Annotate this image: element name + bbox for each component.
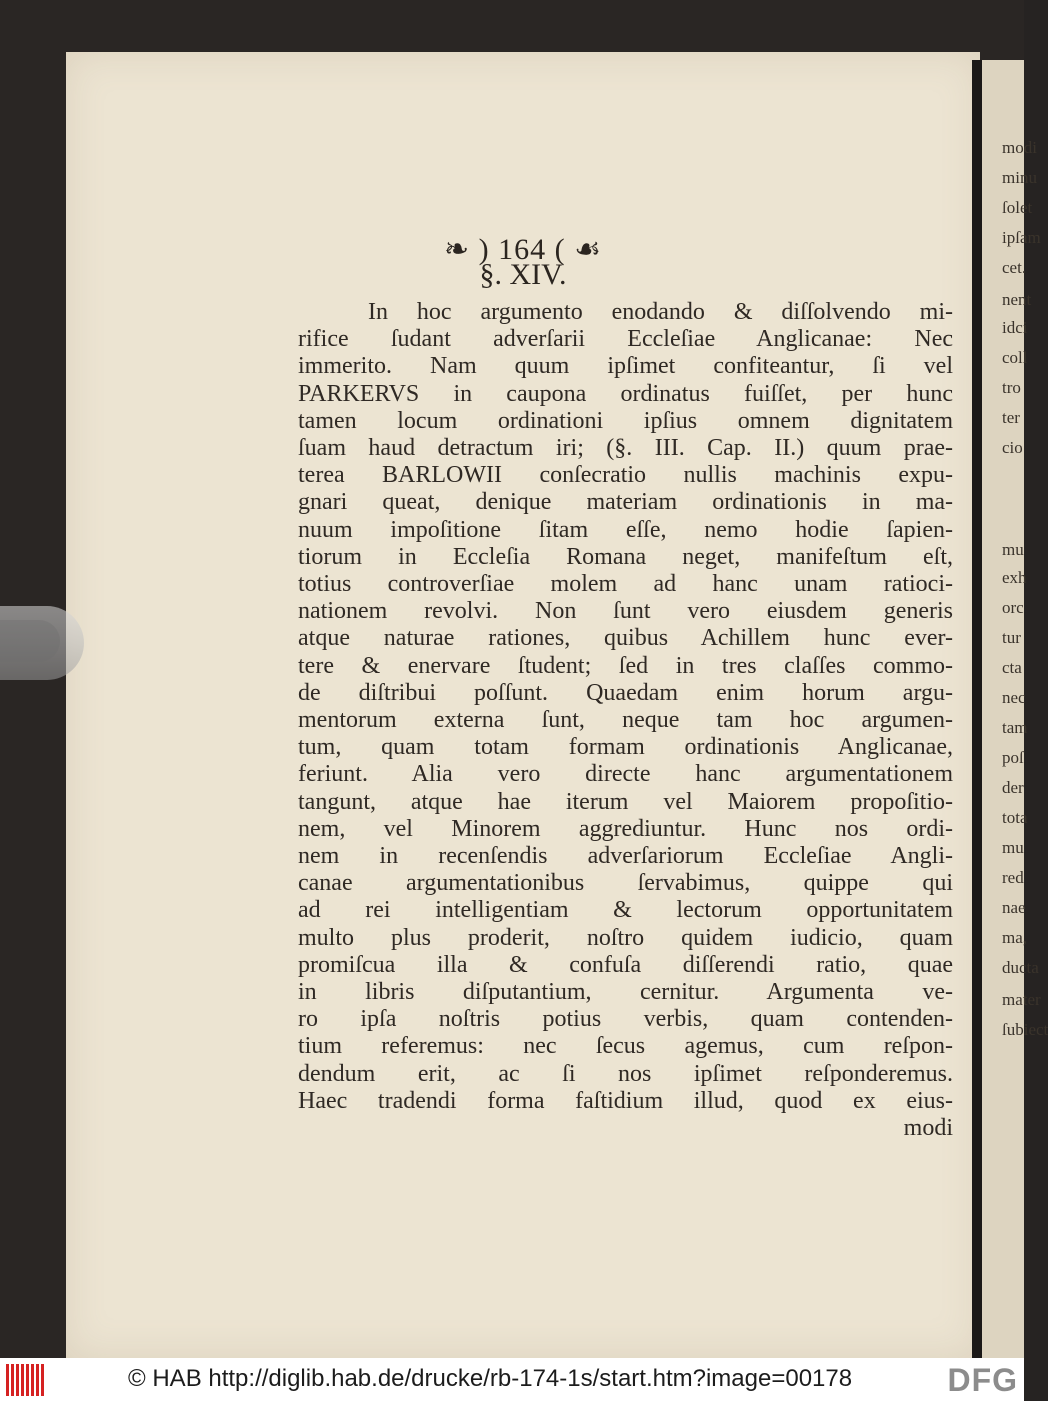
facing-text-fragment: nec: [1002, 688, 1026, 707]
text-line: rifice ſudant adverſarii Eccleſiae Anglicanae: Nec: [298, 326, 953, 353]
facing-text-fragment: mu: [1002, 838, 1024, 857]
text-line: canae argumentationibus ſervabimus, quippe qui: [298, 870, 953, 897]
page-clip-shadow: [0, 620, 60, 662]
facing-text-fragment: ducta: [1002, 958, 1039, 977]
footer-citation-link[interactable]: © HAB http://diglib.hab.de/drucke/rb-174-1s/start.htm?image=00178: [128, 1365, 853, 1392]
text-line: ſuam haud detractum iri; (§. III. Cap. II.) quum prae-: [298, 435, 953, 461]
text-line: multo plus proderit, noſtro quidem iudicio, quam: [298, 924, 953, 951]
text-line: nationem revolvi. Non ſunt vero eiusdem generis: [298, 598, 953, 625]
text-line: Haec tradendi forma faſtidium illud, quod ex eius-: [298, 1087, 953, 1114]
facing-text-fragment: ſolet: [1002, 198, 1033, 217]
book-page: [66, 52, 980, 1358]
facing-text-fragment: mater: [1002, 990, 1041, 1009]
page-spine: [972, 60, 982, 1358]
text-line: terea BARLOWII conſecratio nullis machinis expu-: [298, 462, 953, 489]
facing-text-fragment: ter: [1002, 408, 1020, 427]
text-line: tangunt, atque hae iterum vel Maiorem propoſitio-: [298, 788, 953, 815]
text-line: ro ipſa noſtris potius verbis, quam contenden-: [298, 1006, 953, 1033]
text-line: nem, vel Minorem aggrediuntur. Hunc nos ordi-: [298, 815, 953, 842]
facing-text-fragment: poſ: [1002, 748, 1024, 767]
facing-text-fragment: nae: [1002, 898, 1026, 917]
text-line: tere & enervare ſtudent; ſed in tres claſſes commo-: [298, 652, 953, 679]
text-line: de diſtribui poſſunt. Quaedam enim horum argu-: [298, 679, 953, 706]
facing-text-fragment: mu: [1002, 540, 1024, 559]
facing-text-fragment: der: [1002, 778, 1024, 797]
text-line: tum, quam totam formam ordinationis Anglicanae,: [298, 734, 953, 761]
facing-text-fragment: nent: [1002, 290, 1032, 309]
text-line: in libris diſputantium, cernitur. Argumenta ve-: [298, 979, 953, 1005]
facing-text-fragment: cta: [1002, 658, 1022, 677]
text-line: immerito. Nam quum ipſimet confiteantur, ſi vel: [298, 353, 953, 380]
facing-text-fragment: cet.: [1002, 258, 1027, 277]
text-line: tium referemus: nec ſecus agemus, cum reſpon-: [298, 1033, 953, 1060]
text-line: ad rei intelligentiam & lectorum opportunitatem: [298, 897, 953, 924]
facing-text-fragment: tota: [1002, 808, 1028, 827]
catchword: modi: [903, 1115, 953, 1141]
text-line: PARKERVS in caupona ordinatus fuiſſet, per hunc: [298, 380, 953, 407]
text-line: In hoc argumento enodando & diſſolvendo mi-: [368, 299, 953, 325]
facing-text-fragment: minu: [1002, 168, 1037, 187]
text-line: mentorum externa ſunt, neque tam hoc argumen-: [298, 707, 953, 733]
facing-page: [982, 60, 1048, 1358]
text-line: tamen locum ordinationi ipſius omnem dignitatem: [298, 407, 953, 434]
page-header: ❧ ) 164 ( ☙: [443, 233, 602, 266]
facing-text-fragment: coll: [1002, 348, 1028, 367]
facing-text-fragment: red: [1002, 868, 1024, 887]
text-line: totius controverſiae molem ad hanc unam ratioci-: [298, 571, 953, 597]
text-line: promiſcua illa & confuſa diſſerendi ratio, quae: [298, 951, 953, 978]
text-line: nem in recenſendis adverſariorum Eccleſiae Angli-: [298, 843, 953, 869]
text-line: nuum impoſitione ſitam eſſe, nemo hodie ſapien-: [298, 516, 953, 543]
dfg-logo: DFG: [947, 1362, 1018, 1398]
facing-text-fragment: tam: [1002, 718, 1028, 737]
facing-text-fragment: ipſam: [1002, 228, 1041, 247]
facing-text-fragment: ſubiect: [1002, 1020, 1048, 1039]
facing-text-fragment: orc: [1002, 598, 1024, 617]
text-line: atque naturae rationes, quibus Achillem hunc ever-: [298, 625, 953, 652]
facing-text-fragment: tur: [1002, 628, 1021, 647]
text-line: dendum erit, ac ſi nos ipſimet reſponderemus.: [298, 1060, 953, 1087]
section-heading: §. XIV.: [479, 258, 567, 291]
facing-text-fragment: tro: [1002, 378, 1021, 397]
facing-text-fragment: modi: [1002, 138, 1037, 157]
facing-text-fragment: idci: [1002, 318, 1028, 337]
facing-text-fragment: exh: [1002, 568, 1027, 587]
facing-text-fragment: ma,: [1002, 928, 1028, 947]
hab-barcode-icon: [6, 1364, 46, 1396]
text-line: gnari queat, denique materiam ordinationis in ma-: [298, 489, 953, 516]
text-line: feriunt. Alia vero directe hanc argumentationem: [298, 761, 953, 788]
text-line: tiorum in Eccleſia Romana neget, manifeſtum eſt,: [298, 543, 953, 570]
footer-bar: [0, 1358, 1024, 1401]
facing-text-fragment: cio: [1002, 438, 1023, 457]
